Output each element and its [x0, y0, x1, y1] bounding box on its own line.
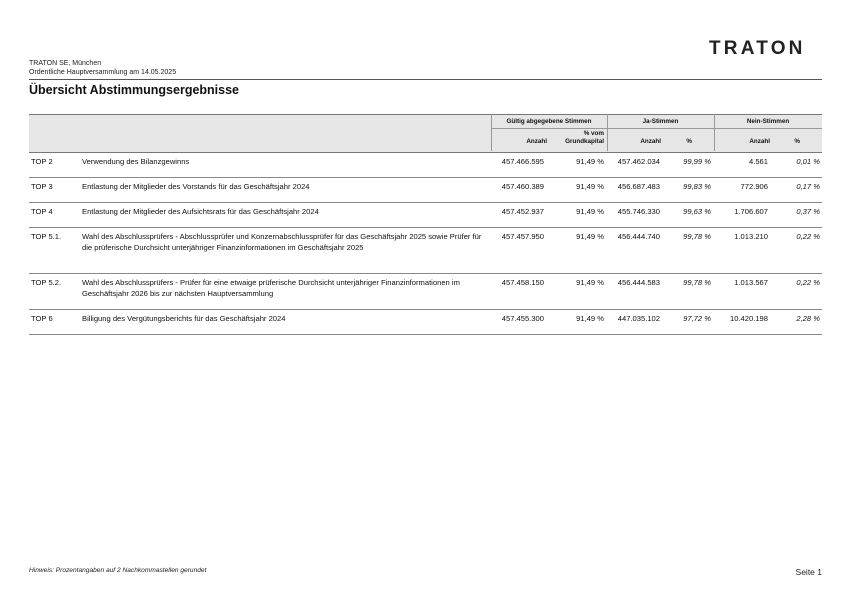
valid-votes-pct: 91,49 %	[576, 182, 604, 191]
no-votes-pct: 0,01 %	[796, 157, 820, 166]
group-yes-votes: Ja-Stimmen	[642, 118, 679, 125]
agenda-item-description: Billigung des Vergütungsberichts für das Geschäftsjahr 2024	[82, 314, 286, 323]
valid-votes-pct: 91,49 %	[576, 314, 604, 323]
no-votes-count: 4.561	[748, 157, 768, 166]
yes-votes-pct: 99,83 %	[683, 182, 711, 191]
meeting-date: Ordentliche Hauptversammlung am 14.05.2025	[29, 68, 177, 76]
yes-votes-count: 456.444.583	[617, 278, 660, 287]
yes-votes-pct: 99,78 %	[683, 278, 711, 287]
no-votes-count: 772.906	[740, 182, 768, 191]
agenda-item-description: Verwendung des Bilanzgewinns	[82, 157, 190, 166]
agenda-item-number: TOP 5.2.	[31, 278, 62, 287]
yes-votes-count: 455.746.330	[617, 207, 660, 216]
no-votes-count: 1.013.567	[734, 278, 768, 287]
header-divider	[29, 79, 822, 80]
table-row	[29, 152, 822, 178]
company-info	[29, 60, 176, 77]
table-row	[29, 177, 822, 203]
yes-votes-count: 447.035.102	[617, 314, 660, 323]
agenda-item-number: TOP 4	[31, 207, 53, 216]
no-votes-pct: 0,37 %	[796, 207, 820, 216]
valid-votes-pct: 91,49 %	[576, 278, 604, 287]
valid-votes-pct: 91,49 %	[576, 232, 604, 241]
col-valid-count: Anzahl	[526, 138, 547, 145]
col-no-pct: %	[794, 138, 800, 145]
rounding-note: Hinweis: Prozentangaben auf 2 Nachkommastellen gerundet	[29, 567, 207, 574]
company-name: TRATON SE, München	[29, 60, 102, 67]
table-row	[29, 227, 822, 274]
no-votes-pct: 2,28 %	[796, 314, 820, 323]
yes-votes-count: 457.462.034	[617, 157, 660, 166]
col-yes-count: Anzahl	[640, 138, 661, 145]
group-no-votes: Nein-Stimmen	[746, 118, 790, 125]
valid-votes-count: 457.457.950	[501, 232, 544, 241]
agenda-item-description: Entlastung der Mitglieder des Vorstands für das Geschäftsjahr 2024	[82, 182, 310, 191]
valid-votes-count: 457.455.300	[501, 314, 544, 323]
agenda-item-number: TOP 6	[31, 314, 53, 323]
valid-votes-pct: 91,49 %	[576, 157, 604, 166]
agenda-item-description: Wahl des Abschlussprüfers - Abschlussprüfer und Konzernabschlussprüfer für das Geschäftsjahr 2025 sowie Prüfer für die prüferische Durchsicht unterjähriger Finanzinformationen im Geschäftsjahr 2025	[82, 232, 482, 252]
yes-votes-pct: 99,99 %	[683, 157, 711, 166]
page-number: Seite 1	[795, 567, 822, 577]
valid-votes-count: 457.452.937	[501, 207, 544, 216]
header-group-divider	[491, 128, 822, 129]
no-votes-count: 1.706.607	[734, 207, 768, 216]
col-valid-pct-line2: Grundkapital	[565, 137, 604, 145]
yes-votes-pct: 99,78 %	[683, 232, 711, 241]
table-row	[29, 202, 822, 228]
page-title: Übersicht Abstimmungsergebnisse	[29, 83, 240, 97]
yes-votes-pct: 99,63 %	[683, 207, 711, 216]
col-yes-pct: %	[686, 138, 692, 145]
agenda-item-description: Entlastung der Mitglieder des Aufsichtsrats für das Geschäftsjahr 2024	[82, 207, 319, 216]
no-votes-pct: 0,22 %	[796, 232, 820, 241]
yes-votes-pct: 97,72 %	[683, 314, 711, 323]
no-votes-count: 10.420.198	[729, 314, 768, 323]
yes-votes-count: 456.444.740	[617, 232, 660, 241]
col-valid-pct-line1: % vom	[583, 130, 604, 137]
no-votes-pct: 0,22 %	[796, 278, 820, 287]
col-valid-pct	[565, 130, 604, 145]
agenda-item-description: Wahl des Abschlussprüfers - Prüfer für eine etwaige prüferische Durchsicht unterjähriger Finanzinformationen im Geschäftsjahr 2026 bis zur nächsten Hauptversammlung	[82, 278, 460, 298]
agenda-item-number: TOP 5.1.	[31, 232, 62, 241]
group-valid-votes: Gültig abgegebene Stimmen	[506, 118, 592, 125]
valid-votes-count: 457.466.595	[501, 157, 544, 166]
table-row	[29, 273, 822, 310]
no-votes-count: 1.013.210	[734, 232, 768, 241]
col-no-count: Anzahl	[749, 138, 770, 145]
table-row	[29, 309, 822, 335]
agenda-item-number: TOP 2	[31, 157, 53, 166]
traton-logo: TRATON	[709, 38, 806, 59]
agenda-item-number: TOP 3	[31, 182, 53, 191]
valid-votes-count: 457.460.389	[501, 182, 544, 191]
valid-votes-pct: 91,49 %	[576, 207, 604, 216]
yes-votes-count: 456.687.483	[617, 182, 660, 191]
valid-votes-count: 457.458.150	[501, 278, 544, 287]
no-votes-pct: 0,17 %	[796, 182, 820, 191]
